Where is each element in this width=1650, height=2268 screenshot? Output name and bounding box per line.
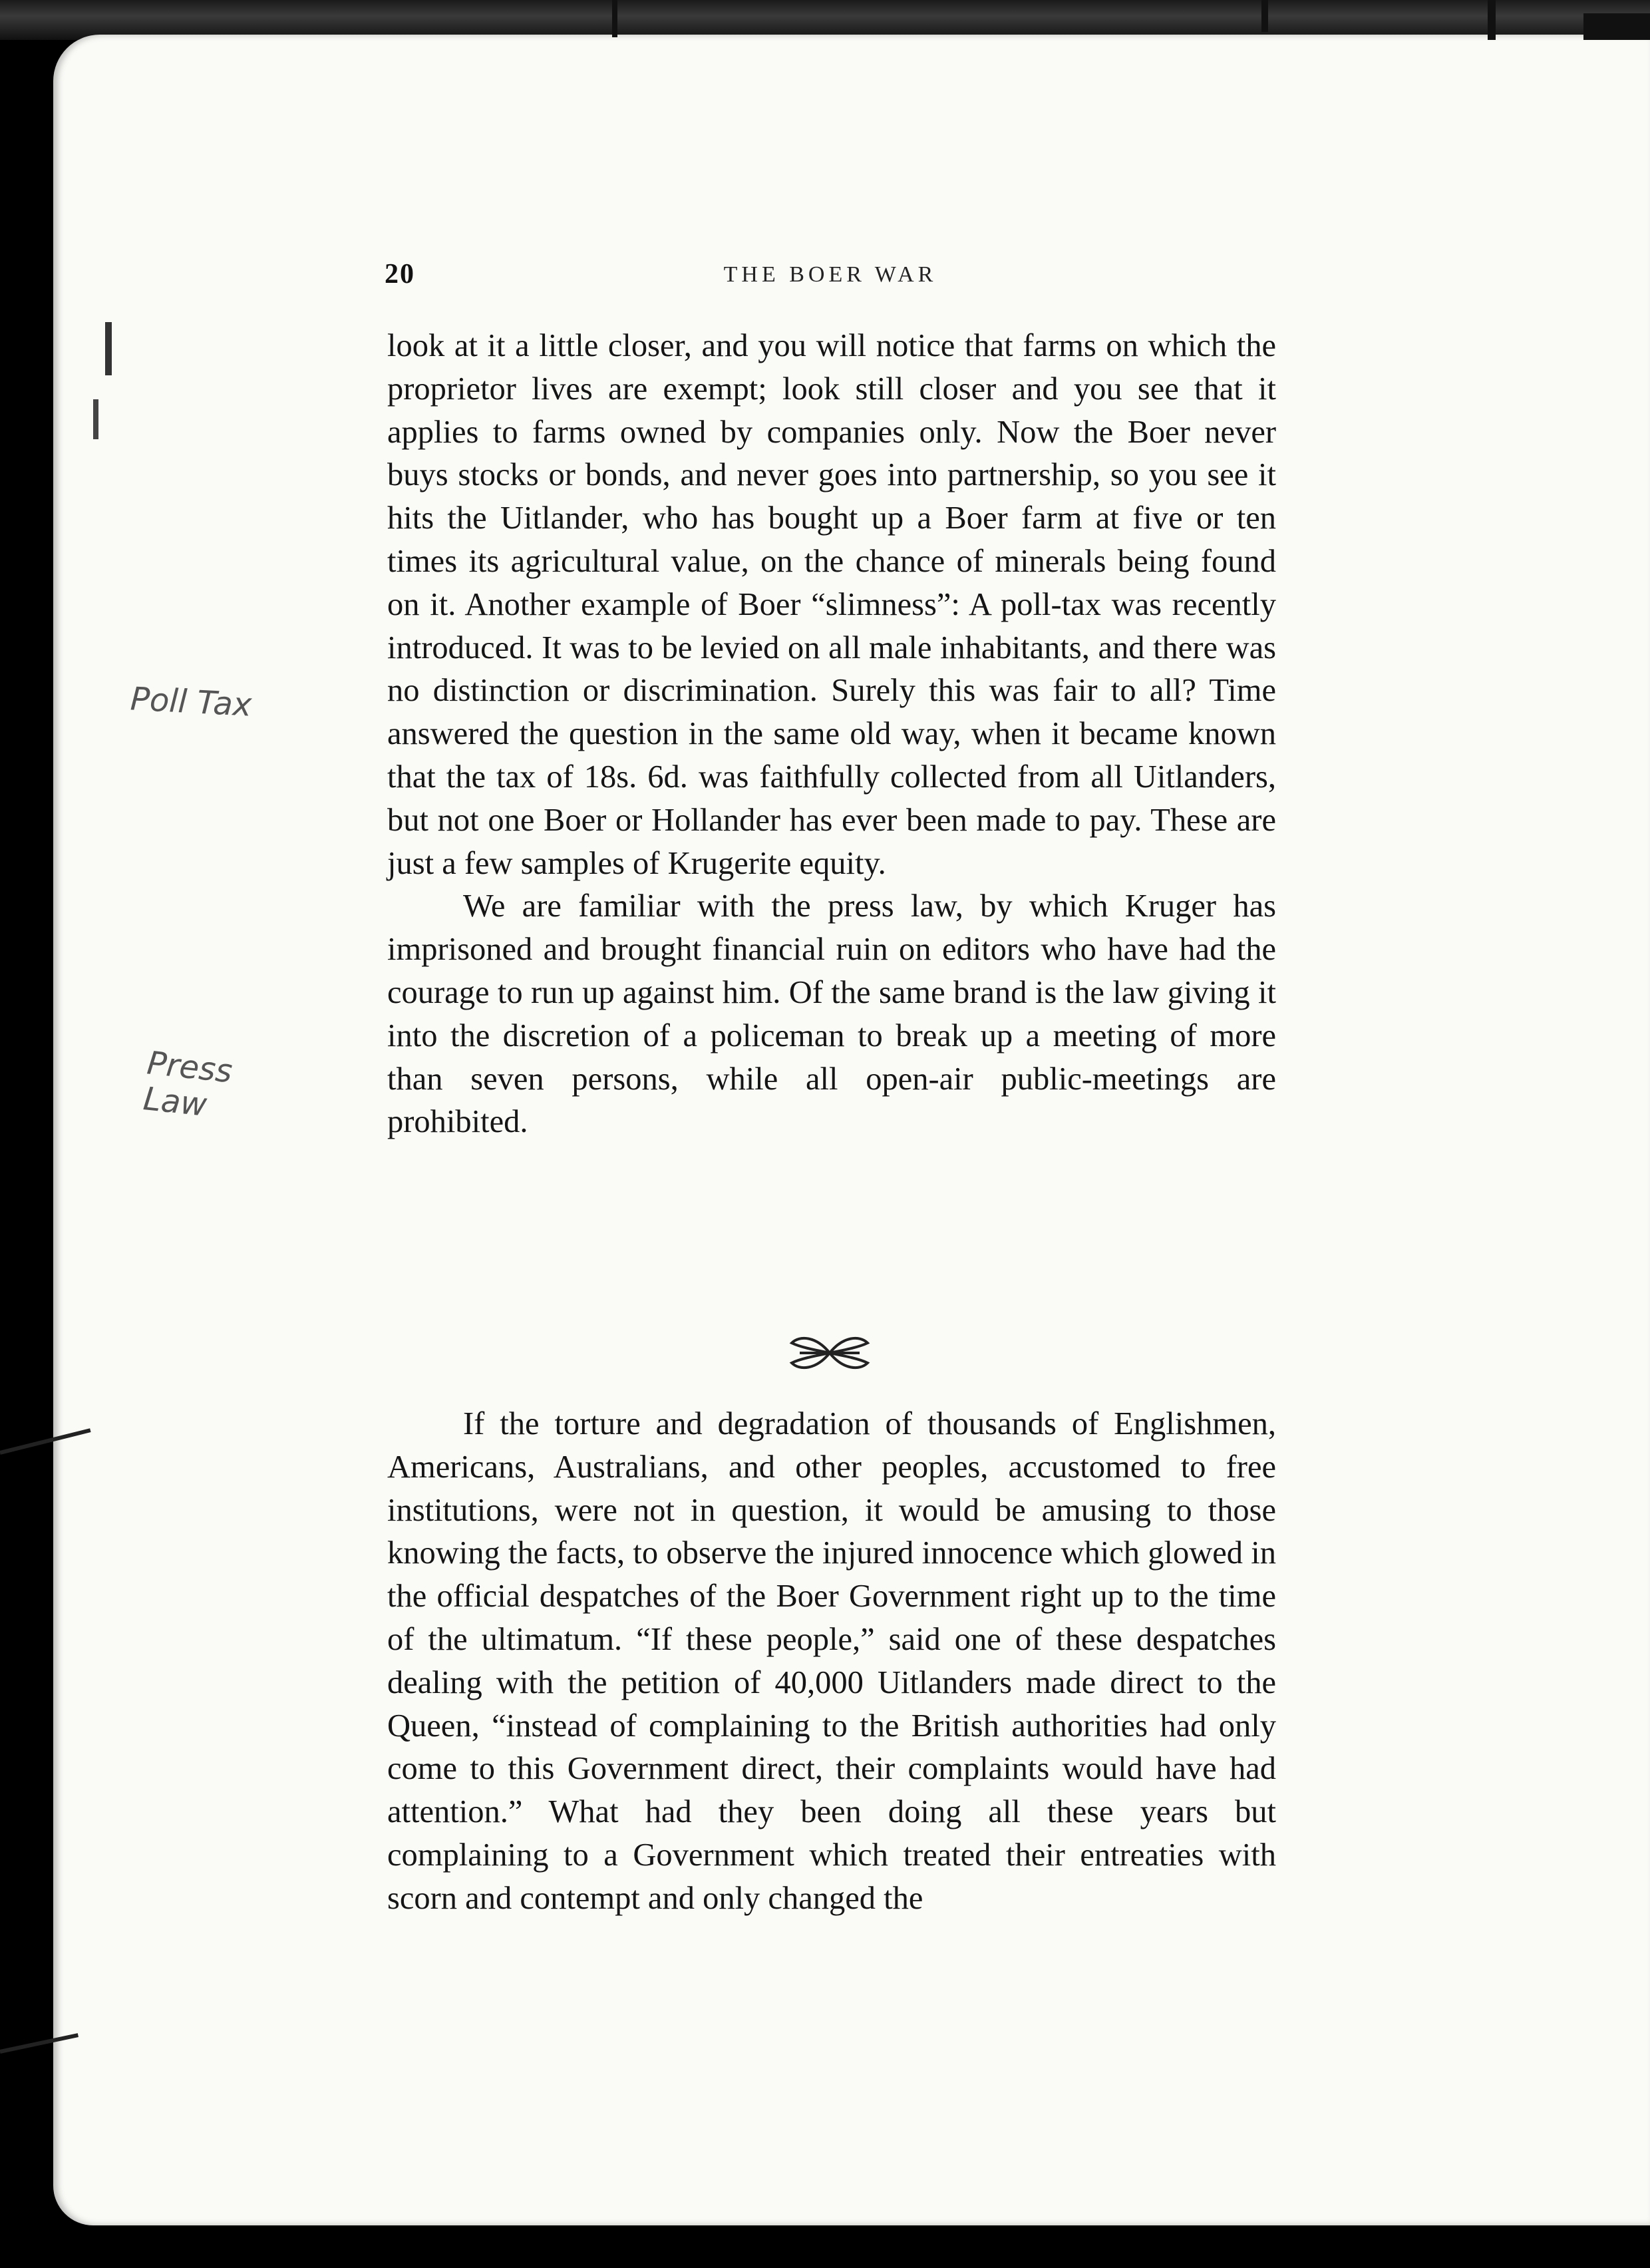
scan-artifact xyxy=(1488,0,1496,40)
margin-note-poll-tax: Poll Tax xyxy=(129,680,253,724)
margin-mark xyxy=(93,399,98,439)
margin-note-press-law: Press Law xyxy=(141,1044,234,1124)
page-number: 20 xyxy=(385,259,415,289)
paragraph: If the torture and degradation of thousands of Englishmen, Americans, Australians, and other peoples, accustomed to free institutions, were not in question, it would be amusing to those knowing the facts, to observe the injured innocence which glowed in the official despatches of the Boer Government right up to the time of the ultimatum. “If these people,” said one of these despatches dealing with the petition of 40,000 Uitlanders made direct to the Queen, “instead of complaining to the British authorities had only come to this Government direct, their complaints would have had attention.” What had they been doing all these years but complaining to a Government which treated their entreaties with scorn and contempt and only changed the xyxy=(387,1406,1276,1916)
paragraph: look at it a little closer, and you will notice that farms on which the proprietor lives are exempt; look still closer and you see that it applies to farms owned by companies only. Now the Boer never buys stocks or bonds, and never goes into partnership, so you see it hits the Uitlander, who has bought up a Boer farm at five or ten times its agricultural value, on the chance of minerals being found on it. Another example of Boer “slimness”: A poll-tax was recently introduced. It was to be levied on all male inhabitants, and there was no distinction or discrimination. Surely this was fair to all? Time answered the question in the same old way, when it became known that the tax of 18s. 6d. was faithfully collected from all Uitlanders, but not one Boer or Hollander has ever been made to pay. These are just a few samples of Krugerite equity. xyxy=(387,328,1276,881)
scan-artifact xyxy=(1261,0,1268,32)
scan-top-border xyxy=(0,0,1650,40)
page-header xyxy=(385,258,1276,298)
scan-artifact xyxy=(1583,13,1650,40)
ornament-divider xyxy=(786,1330,873,1376)
scan-artifact xyxy=(612,0,617,37)
body-text-top xyxy=(387,325,1276,1144)
body-text-bottom xyxy=(387,1403,1276,1921)
margin-mark xyxy=(105,322,112,375)
paragraph: We are familiar with the press law, by which Kruger has imprisoned and brought financial ruin on editors who have had the courage to run up against him. Of the same brand is the law giving it into the discretion of a policeman to break up a meeting of more than seven persons, while all open-air public-meetings are prohibited. xyxy=(387,888,1276,1140)
running-title: THE BOER WAR xyxy=(723,262,937,287)
